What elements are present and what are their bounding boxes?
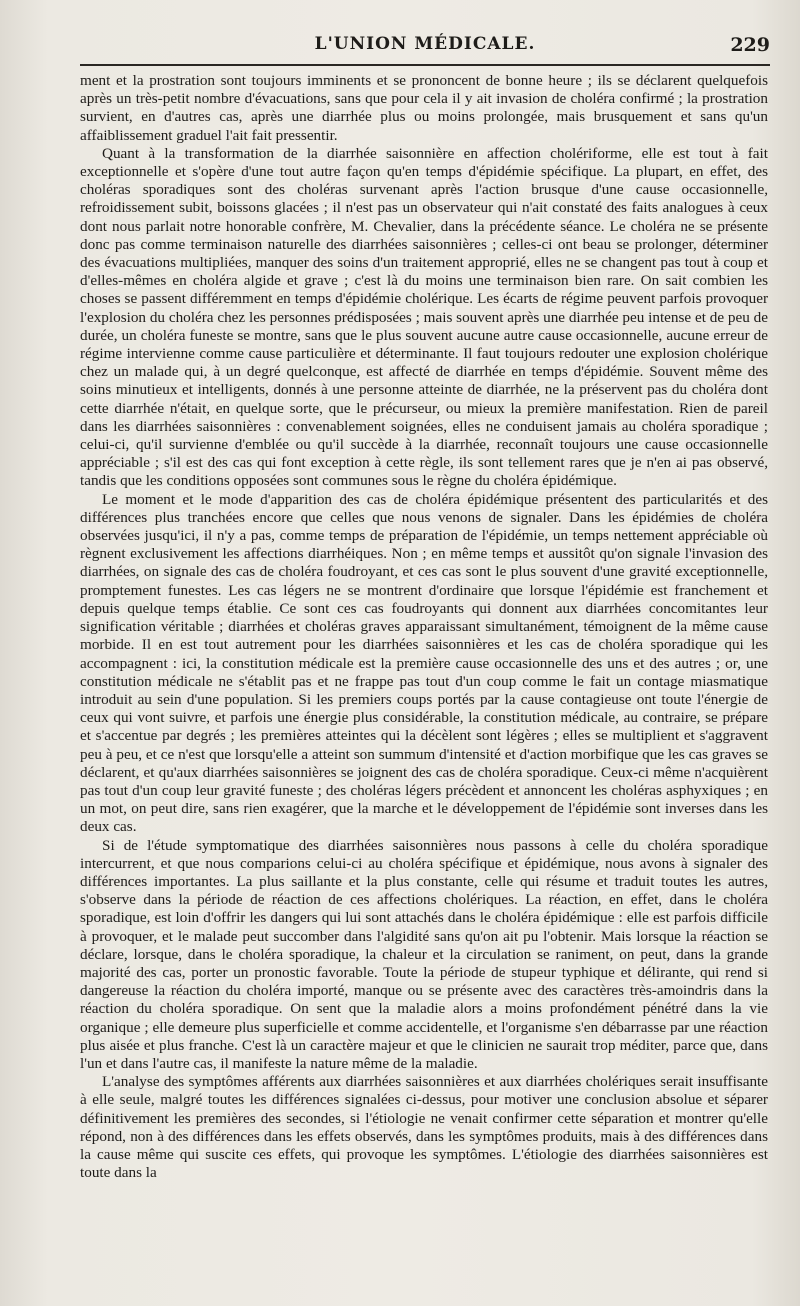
paragraph: Le moment et le mode d'apparition des cas de choléra épidémique présentent des particularités et des différences plus tranchées encore que celles que nous venons de signaler. Dans les épidémies de choléra observées jusqu'ici, il n'y a pas, comme temps de préparation de l'épidémie, un temps nettement appréciable où règnent exclusivement les affections diarrhéiques. Non ; en même temps et aussitôt qu'on signale l'invasion des diarrhées, on signale des cas de choléra foudroyant, et ces cas sont le plus souvent d'une gravité exceptionnelle, promptement funestes. Les cas légers ne se montrent d'ordinaire que lorsque l'épidémie est franchement et depuis quelque temps établie. Ce sont ces cas foudroyants qui donnent aux diarrhées concomitantes leur signification véritable ; diarrhées et choléras graves apparaissant simultanément, témoignent de la même cause morbide. Il en est tout autrement pour les diarrhées saisonnières et les cas de choléra sporadique qui les accompagnent : ici, la constitution médicale est la première cause occasionnelle des uns et des autres ; or, une constitution médicale ne s'établit pas et ne frappe pas tout d'un coup comme le fait un contage miasmatique introduit au sein d'une population. Si les premiers coups portés par la cause contagieuse ont toute l'énergie de ceux qui vont suivre, et parfois une énergie plus considérable, la constitution médicale, au contraire, se prépare et s'accentue par degrés ; les premières atteintes qui la décèlent sont légères ; elles se multiplient et s'aggravent peu à peu, et ce n'est que lorsqu'elle a atteint son summum d'intensité et d'action morbifique que les cas graves se déclarent, et qu'aux diarrhées saisonnières se joignent des cas de choléra sporadique. Ceux-ci même n'acquièrent pas tout d'un coup leur gravité funeste ; des choléras légers précèdent et annoncent les choléras asphyxiques ; en un mot, on peut dire, sans rien exagérer, que la marche et le développement de l'épidémie sont inverses dans les deux cas.	[80, 490, 768, 836]
paragraph: Si de l'étude symptomatique des diarrhées saisonnières nous passons à celle du choléra sporadique intercurrent, et que nous comparions celui-ci au choléra spécifique et épidémique, nous avons à signaler des différences importantes. La plus saillante et la plus constante, celle qui résume et traduit toutes les autres, s'observe dans la période de réaction de ces affections cholériques. La réaction, en effet, dans le choléra sporadique, est loin d'offrir les dangers qui lui sont attachés dans le choléra épidémique : elle est parfois difficile à provoquer, et le malade peut succomber dans l'algidité sans qu'on ait pu l'obtenir. Mais lorsque la réaction se déclare, lorsque, dans le choléra sporadique, la chaleur et la circulation se raniment, on peut, dans la grande majorité des cas, porter un pronostic favorable. Toute la période de stupeur typhique et délirante, qui rend si dangereuse la réaction du choléra importé, manque ou se présente avec des caractères très-amoindris dans la réaction du choléra sporadique. On sent que la maladie alors a moins profondément pénétré dans la vie organique ; elle demeure plus superficielle et comme accidentelle, et l'organisme s'en débarrasse par une réaction plus aisée et plus franche. C'est là un caractère majeur et que le clinicien ne saurait trop méditer, parce que, dans l'un et dans l'autre cas, il manifeste la nature même de la maladie.	[80, 836, 768, 1072]
page-header	[80, 30, 770, 60]
header-rule	[80, 64, 770, 66]
page-number: 229	[730, 34, 770, 56]
body-text	[80, 72, 768, 1182]
paragraph-continuation: ment et la prostration sont toujours imminents et se prononcent de bonne heure ; ils se déclarent quelquefois après un très-petit nombre d'évacuations, sans que pour cela il y ait invasion de choléra confirmé ; la prostration survient, en d'autres cas, après une diarrhée plus ou moins prolongée, mais brusquement et sans qu'un affaiblissement graduel l'ait fait pressentir.	[80, 72, 768, 144]
running-head: L'UNION MÉDICALE.	[314, 34, 536, 54]
paragraph: Quant à la transformation de la diarrhée saisonnière en affection cholériforme, elle est tout à fait exceptionnelle et s'opère d'une tout autre façon qu'en temps d'épidémie spécifique. La plupart, en effet, des choléras sporadiques sont des choléras survenant après l'action brusque d'une cause occasionnelle, refroidissement subit, boissons glacées ; il n'est pas un observateur qui n'ait constaté des faits analogues à ceux dont nous parlait notre honorable confrère, M. Chevalier, dans la précédente séance. Le choléra ne se présente donc pas comme terminaison naturelle des diarrhées saisonnières ; celles-ci ont beau se prolonger, déterminer des évacuations multipliées, manquer des soins d'un traitement approprié, elles ne se changent pas tout à coup et d'elles-mêmes en choléra algide et grave ; c'est là du moins une terminaison bien rare. On sait combien les choses se passent différemment en temps d'épidémie cholérique. Les écarts de régime peuvent parfois provoquer l'explosion du choléra chez les personnes prédisposées ; mais souvent après une diarrhée peu intense et de peu de durée, un choléra funeste se montre, sans que le plus souvent aucune autre cause occasionnelle, aucune erreur de régime intervienne comme cause particulière et déterminante. Il faut toujours redouter une explosion cholérique chez un malade qui, à un degré quelconque, est affecté de diarrhée en temps d'épidémie. Souvent même des soins minutieux et intelligents, donnés à une personne atteinte de diarrhée, ne la préservent pas du choléra dont cette diarrhée n'était, en quelque sorte, que le précurseur, ou mieux la première manifestation. Rien de pareil dans les diarrhées saisonnières : convenablement soignées, elles ne conduisent jamais au choléra sporadique ; celui-ci, qu'il survienne d'emblée ou qu'il succède à la diarrhée, reconnaît toujours une cause occasionnelle appréciable ; s'il est des cas qui font exception à cette règle, ils sont tellement rares que je n'en ai pas observé, tandis que les conditions opposées sont communes sous le règne du choléra épidémique.	[80, 144, 768, 490]
paragraph: L'analyse des symptômes afférents aux diarrhées saisonnières et aux diarrhées cholériques serait insuffisante à elle seule, malgré toutes les différences signalées ci-dessus, pour motiver une conclusion absolue et séparer définitivement les premières des secondes, si l'étiologie ne venait confirmer cette séparation et montrer qu'elle répond, non à des différences dans les effets observés, dans les symptômes produits, mais à des différences dans la cause même qui suscite ces effets, qui provoque les symptômes. L'étiologie des diarrhées saisonnières est toute dans la	[80, 1073, 768, 1182]
